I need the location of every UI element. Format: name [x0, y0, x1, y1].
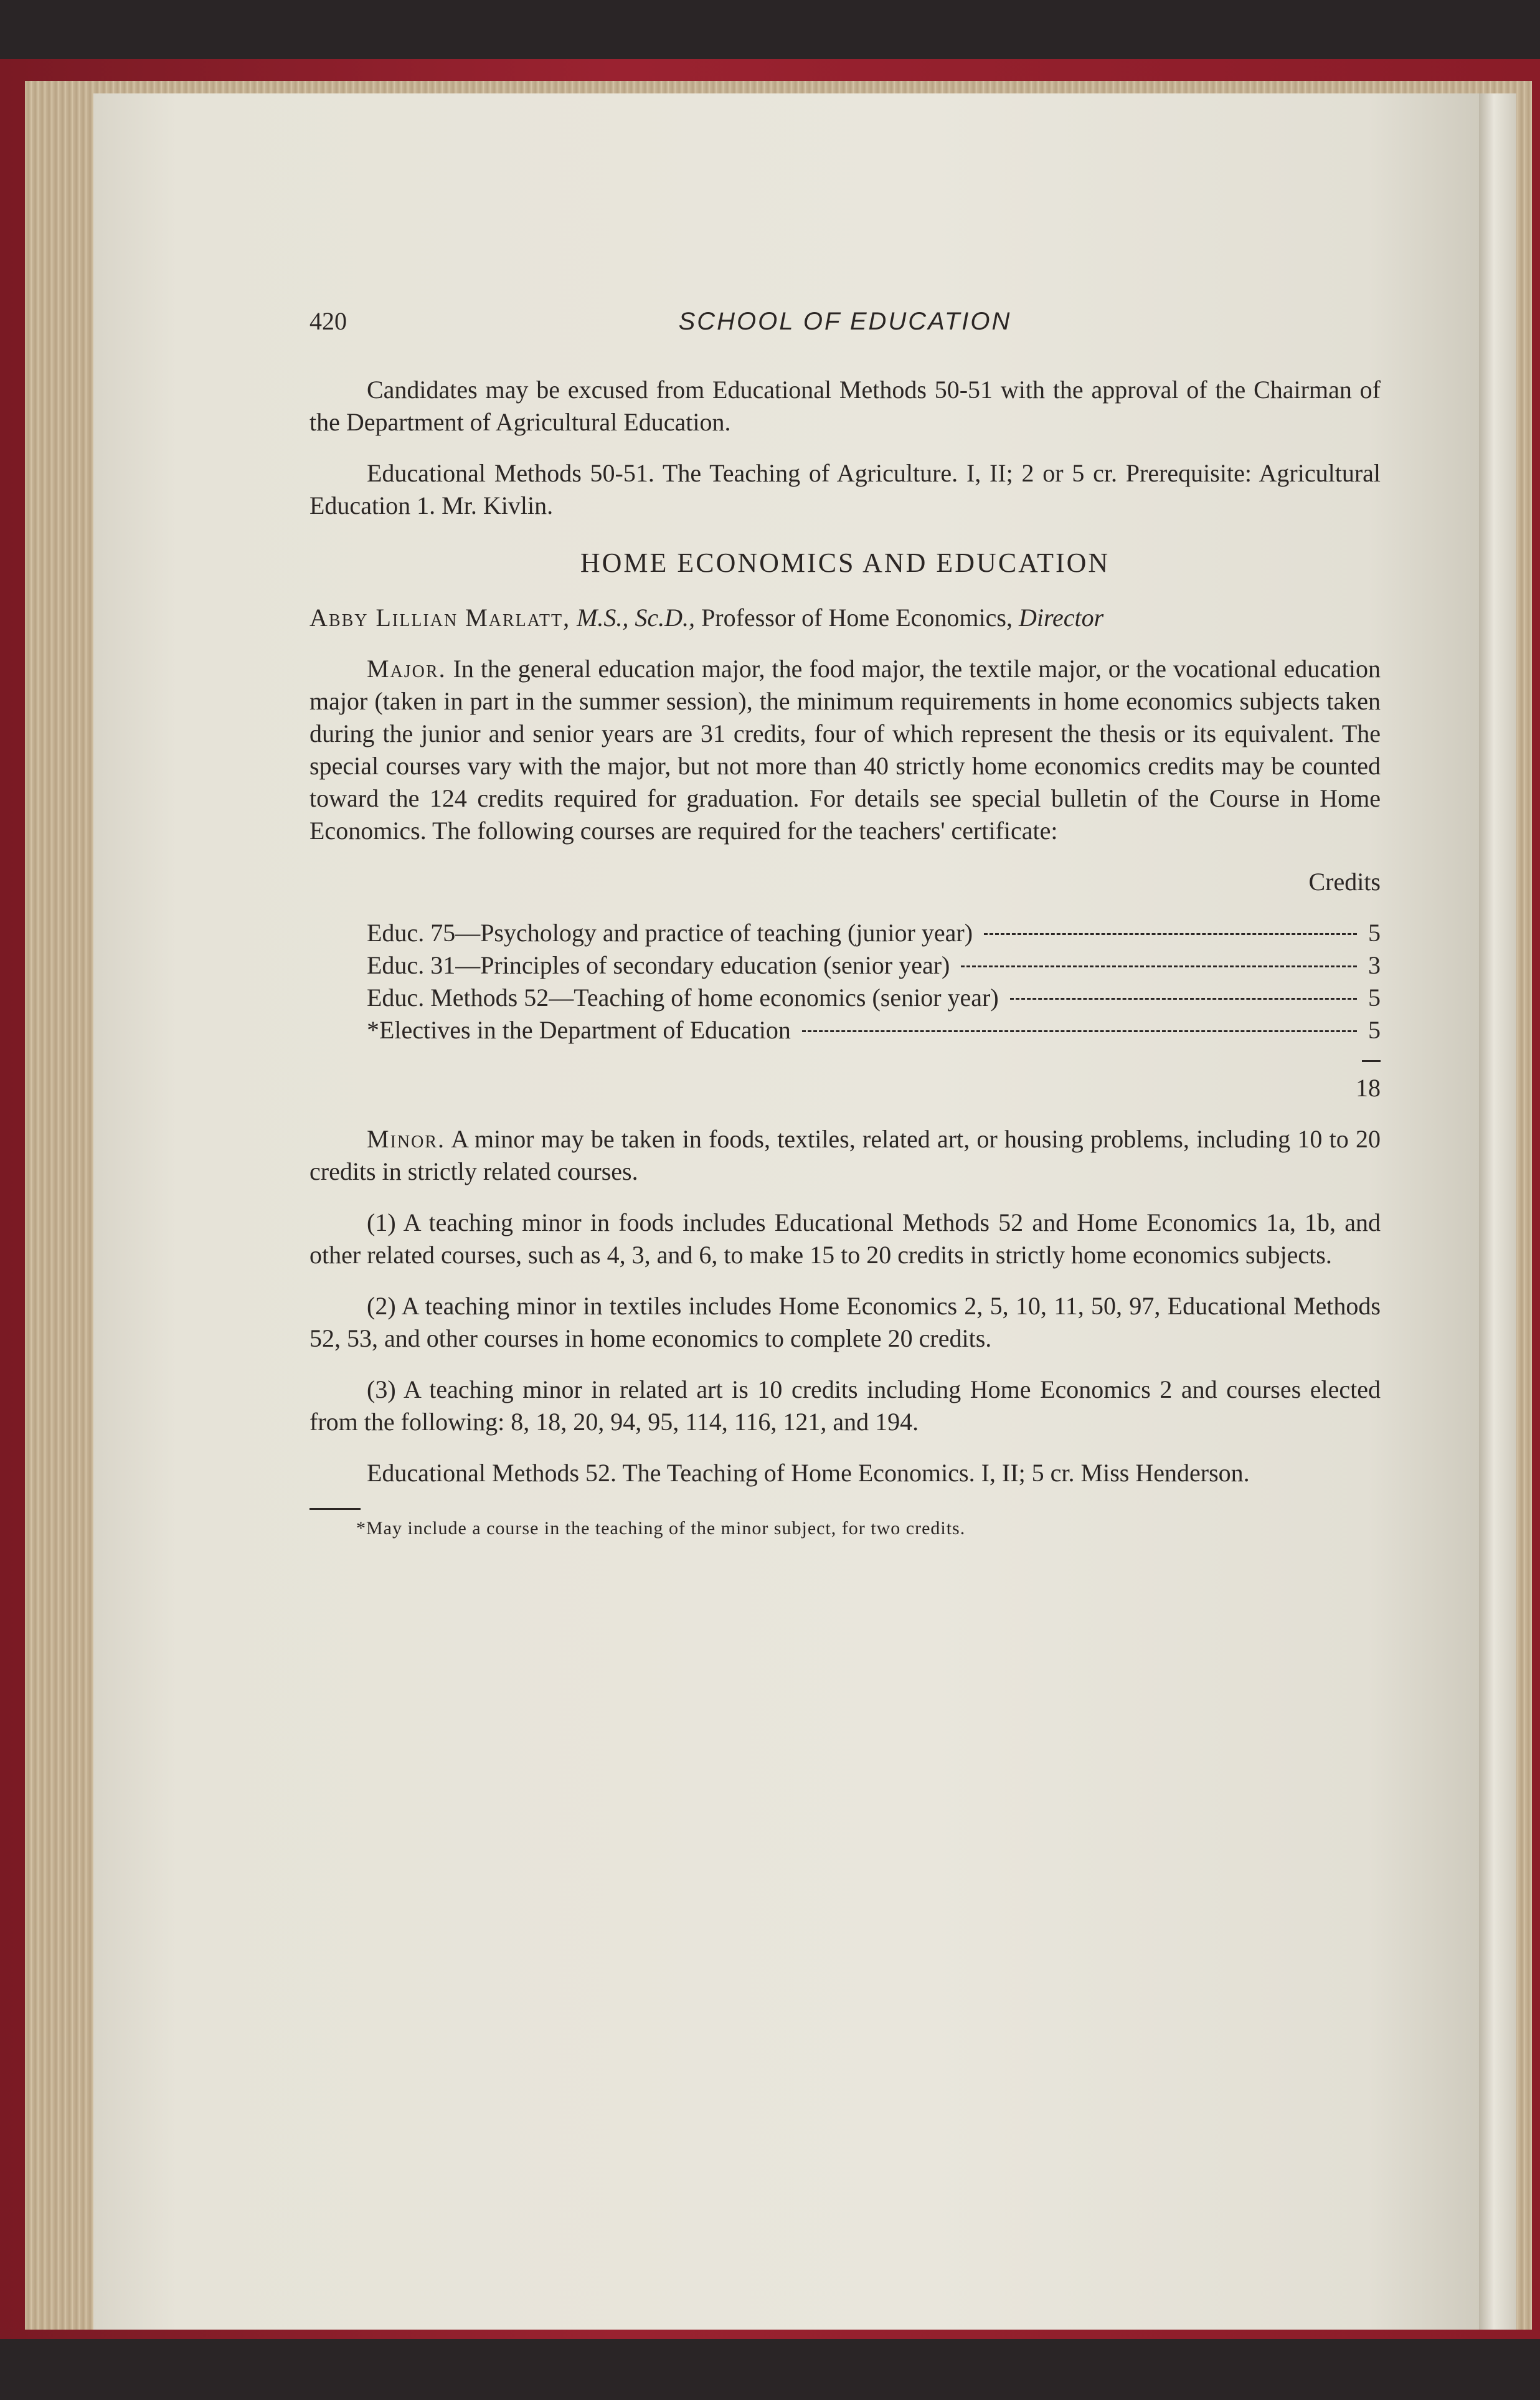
- row-credits: 5: [1368, 984, 1381, 1012]
- table-row: [309, 1014, 1381, 1046]
- paragraph-excused: Candidates may be excused from Educational Methods 50-51 with the approval of the Chairman of the Department of Agricultural Education.: [309, 376, 1381, 436]
- total-rule: [1362, 1060, 1381, 1062]
- minor-item-textiles: (2) A teaching minor in textiles includes Home Economics 2, 5, 10, 11, 50, 97, Educational Methods 52, 53, and other courses in home economics to complete 20 credits.: [309, 1292, 1381, 1352]
- major-lead: Major.: [367, 655, 446, 683]
- row-credits: 5: [1368, 1016, 1381, 1044]
- facing-page-edge: [1479, 93, 1516, 2330]
- credits-header: Credits: [1308, 868, 1381, 896]
- paragraph-course-50-51: Educational Methods 50-51. The Teaching of Agriculture. I, II; 2 or 5 cr. Prerequisite: Agricultural Education 1. Mr. Kivlin.: [309, 459, 1381, 519]
- footnote: *May include a course in the teaching of the minor subject, for two credits.: [356, 1518, 966, 1539]
- row-label: *Electives in the Department of Education: [367, 1016, 791, 1044]
- course-52-paragraph: Educational Methods 52. The Teaching of Home Economics. I, II; 5 cr. Miss Henderson.: [367, 1459, 1250, 1487]
- dot-leader: [802, 1030, 1357, 1032]
- table-row: [309, 949, 1381, 982]
- director-role: Professor of Home Economics,: [701, 604, 1013, 632]
- total-credits: 18: [1356, 1074, 1381, 1102]
- minor-item-related-art: (3) A teaching minor in related art is 10 credits including Home Economics 2 and courses elected from the following: 8, 18, 20, 94, 95, 114, 116, 121, and 194.: [309, 1375, 1381, 1436]
- minor-lead: Minor.: [367, 1125, 446, 1153]
- table-row: [309, 982, 1381, 1014]
- director-degrees: M.S., Sc.D.,: [577, 604, 696, 632]
- major-paragraph: [309, 653, 1381, 847]
- table-row: [309, 917, 1381, 949]
- director-title: Director: [1018, 604, 1104, 632]
- dot-leader: [1010, 998, 1357, 1000]
- row-label: Educ. Methods 52—Teaching of home economics (senior year): [367, 984, 999, 1012]
- dot-leader: [984, 933, 1357, 935]
- director-name: Abby Lillian Marlatt,: [309, 604, 571, 632]
- major-text: In the general education major, the food major, the textile major, or the vocational education major (taken in part in the summer session), the minimum requirements in home economics subjects taken during the junior and senior years are 31 credits, four of which represent the thesis or its equivalent. The special courses vary with the major, but not more than 40 strictly home economics credits may be counted toward the 124 credits required for graduation. For details see special bulletin of the Course in Home Economics. The following courses are required for the teachers' certificate:: [309, 655, 1381, 845]
- dot-leader: [961, 965, 1357, 967]
- running-header: [309, 305, 1381, 343]
- minor-item-foods: (1) A teaching minor in foods includes Educational Methods 52 and Home Economics 1a, 1b, and other related courses, such as 4, 3, and 6, to make 15 to 20 credits in strictly home economics subjects.: [309, 1208, 1381, 1269]
- page-number: 420: [309, 307, 347, 335]
- row-label: Educ. 75—Psychology and practice of teaching (junior year): [367, 919, 973, 947]
- minor-text: A minor may be taken in foods, textiles, related art, or housing problems, including 10 to 20 credits in strictly related courses.: [309, 1125, 1381, 1185]
- section-title: HOME ECONOMICS AND EDUCATION: [580, 548, 1110, 578]
- row-label: Educ. 31—Principles of secondary education (senior year): [367, 951, 950, 979]
- footnote-rule: [309, 1508, 361, 1510]
- minor-paragraph: [309, 1123, 1381, 1188]
- page-text: [309, 305, 1381, 1541]
- running-title: SCHOOL OF EDUCATION: [678, 308, 1012, 335]
- credits-table: [309, 917, 1381, 1104]
- row-credits: 3: [1368, 951, 1381, 979]
- row-credits: 5: [1368, 919, 1381, 947]
- director-line: [309, 602, 1381, 634]
